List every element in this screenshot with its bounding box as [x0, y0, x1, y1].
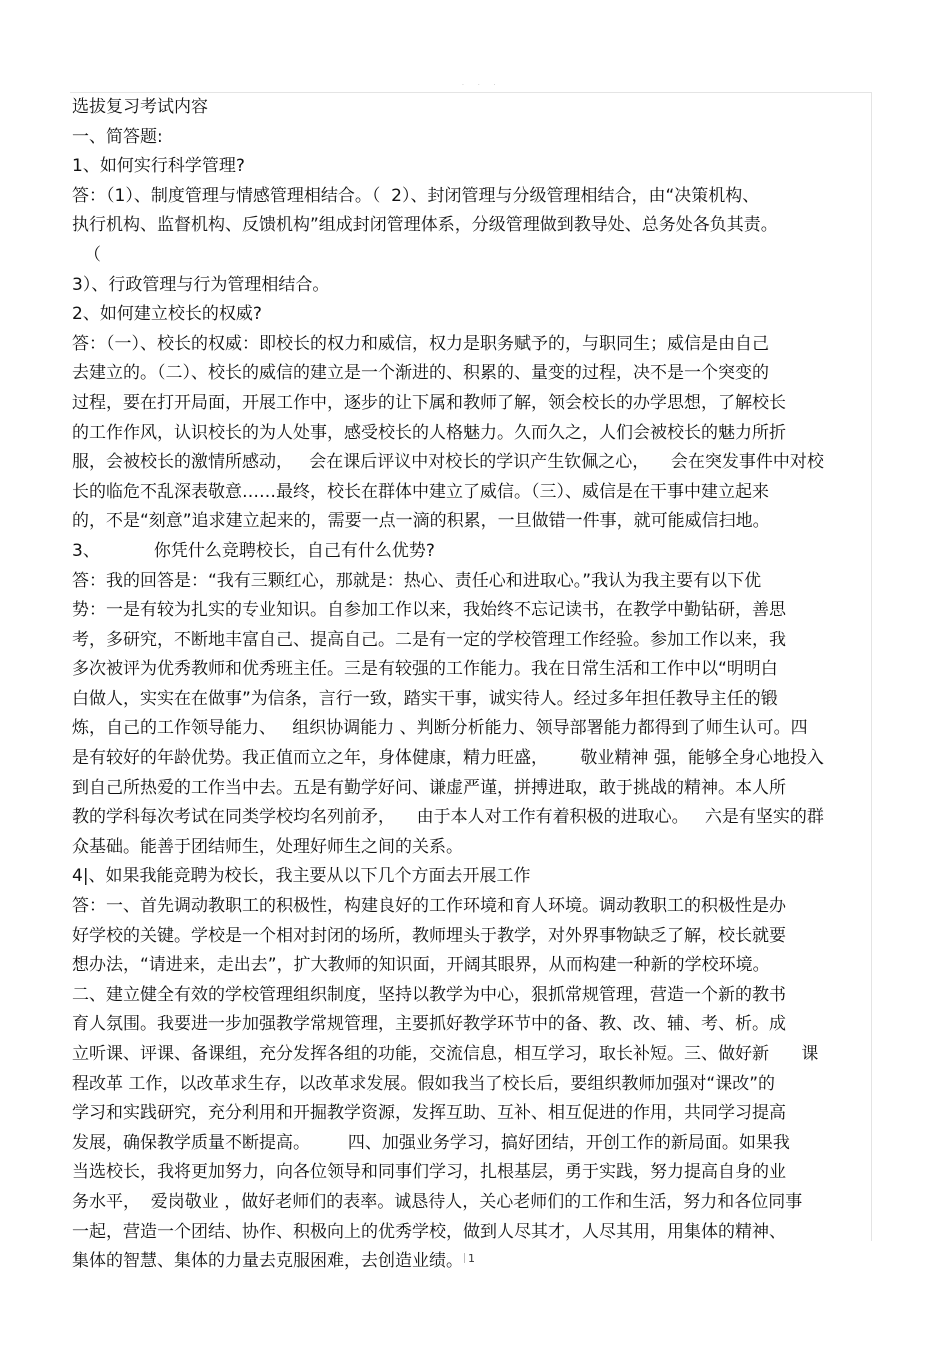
- answer-4-line: 二、建立健全有效的学校管理组织制度，坚持以教学为中心，狠抓常规管理，营造一个新的教书: [72, 984, 786, 1005]
- answer-3-line: 是有较好的年龄优势。我正值而立之年，身体健康，精力旺盛， 敬业精神 强，能够全身心地投入: [72, 748, 824, 769]
- doc-title: 选拔复习考试内容: [72, 97, 208, 117]
- answer-1-line: 答：（1）、制度管理与情感管理相结合。（ 2）、封闭管理与分级管理相结合，由“决策机构、: [72, 185, 760, 206]
- answer-4-line: 好学校的关键。学校是一个相对封闭的场所，教师埋头于教学，对外界事物缺乏了解，校长就要: [72, 925, 786, 946]
- answer-2-line: 的，不是“刻意”追求建立起来的，需要一点一滴的积累，一旦做错一件事，就可能威信扫地。: [72, 511, 770, 532]
- answer-3-line: 多次被评为优秀教师和优秀班主任。三是有较强的工作能力。我在日常生活和工作中以“明明白: [72, 659, 778, 680]
- answer-3-line: 到自己所热爱的工作当中去。五是有勤学好问、谦虚严谨，拼搏进取，敢于挑战的精神。本人所: [72, 777, 786, 798]
- answer-3-line: 答：我的回答是：“我有三颗红心，那就是：热心、责任心和进取心。”我认为我主要有以下优: [72, 570, 762, 591]
- answer-1-line: （: [84, 244, 101, 265]
- answer-1-line: 执行机构、监督机构、反馈机构”组成封闭管理体系，分级管理做到教导处、总务处各负其责。: [72, 215, 778, 236]
- page-number: 1: [464, 1252, 475, 1265]
- question-1: 1、如何实行科学管理?: [72, 156, 245, 177]
- answer-2-line: 过程，要在打开局面，开展工作中，逐步的让下属和教师了解，领会校长的办学思想，了解校长: [72, 392, 786, 413]
- section-heading: 一、简答题:: [72, 126, 163, 147]
- question-3: 3、 你凭什么竞聘校长，自己有什么优势?: [72, 540, 435, 561]
- answer-2-line: 去建立的。（二）、校长的威信的建立是一个渐进的、积累的、量变的过程，决不是一个突变的: [72, 363, 769, 384]
- answer-4-line: 立听课、评课、备课组，充分发挥各组的功能，交流信息，相互学习，取长补短。三、做好新 课: [72, 1044, 819, 1064]
- answer-4-line: 当选校长，我将更加努力，向各位领导和同事们学习，扎根基层，勇于实践，努力提高自身的业: [72, 1162, 786, 1183]
- answer-2-line: 服，会被校长的激情所感动， 会在课后评议中对校长的学识产生钦佩之心， 会在突发事件中对校: [72, 452, 824, 473]
- page-top-mark: . . .: [462, 80, 502, 87]
- question-4: 4|、如果我能竞聘为校长，我主要从以下几个方面去开展工作: [72, 866, 531, 887]
- question-2: 2、如何建立校长的权威?: [72, 304, 262, 325]
- answer-1-line: 3）、行政管理与行为管理相结合。: [72, 274, 330, 295]
- answer-3-line: 众基础。能善于团结师生，处理好师生之间的关系。: [72, 836, 463, 857]
- answer-4-line: 育人氛围。我要进一步加强教学常规管理，主要抓好教学环节中的备、教、改、辅、考、析。成: [72, 1014, 786, 1035]
- answer-4-line: 务水平， 爱岗敬业 ，做好老师们的表率。诚恳待人，关心老师们的工作和生活，努力和各位同事: [72, 1191, 803, 1212]
- document-body: [72, 93, 872, 1277]
- answer-3-line: 教的学科每次考试在同类学校均名列前矛， 由于本人对工作有着积极的进取心。 六是有坚实的群: [72, 807, 824, 828]
- answer-4-line: 答：一、首先调动教职工的积极性，构建良好的工作环境和育人环境。调动教职工的积极性是办: [72, 896, 786, 917]
- answer-3-line: 白做人，实实在在做事”为信条，言行一致，踏实干事，诚实待人。经过多年担任教导主任的锻: [72, 688, 778, 709]
- answer-2-line: 答：（一）、校长的权威：即校长的权力和威信，权力是职务赋予的，与职同生；威信是由自己: [72, 333, 769, 354]
- answer-4-line: 学习和实践研究，充分利用和开掘教学资源，发挥互助、互补、相互促进的作用，共同学习提高: [72, 1103, 786, 1124]
- answer-4-line: 集体的智慧、集体的力量去克服困难，去创造业绩。: [72, 1251, 463, 1272]
- answer-4-line: 发展，确保教学质量不断提高。 四、加强业务学习，搞好团结，开创工作的新局面。如果我: [72, 1132, 790, 1153]
- answer-4-line: 一起，营造一个团结、协作、积极向上的优秀学校，做到人尽其才，人尽其用，用集体的精神、: [72, 1221, 786, 1242]
- answer-3-line: 势：一是有较为扎实的专业知识。自参加工作以来，我始终不忘记读书，在教学中勤钻研，善思: [72, 600, 786, 621]
- answer-2-line: 长的临危不乱深表敬意……最终，校长在群体中建立了威信。（三）、威信是在干事中建立起来: [72, 481, 769, 502]
- answer-3-line: 炼，自己的工作领导能力、 组织协调能力 、判断分析能力、领导部署能力都得到了师生认可。四: [72, 718, 808, 739]
- answer-4-line: 程改革 工作，以改革求生存，以改革求发展。假如我当了校长后，要组织教师加强对“课改”的: [72, 1073, 776, 1094]
- answer-3-line: 考，多研究，不断地丰富自己、提高自己。二是有一定的学校管理工作经验。参加工作以来，我: [72, 629, 786, 650]
- answer-2-line: 的工作作风，认识校长的为人处事，感受校长的人格魅力。久而久之，人们会被校长的魅力所折: [72, 422, 786, 443]
- answer-4-line: 想办法，“请进来，走出去”，扩大教师的知识面，开阔其眼界，从而构建一种新的学校环境。: [72, 955, 770, 976]
